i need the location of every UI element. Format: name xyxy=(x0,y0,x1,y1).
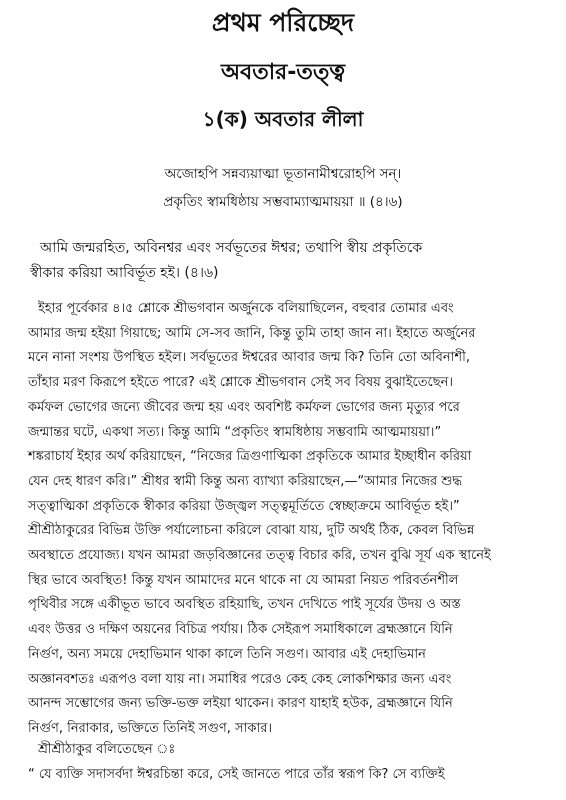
commentary-line: নির্গুণ, অন্য সময়ে দেহাভিমান থাকা কালে তিনি সগুণ। আবার এই দেহাভিমান xyxy=(28,646,426,662)
chapter-title: প্রথম পরিচ্ছেদ xyxy=(211,8,355,37)
translation-line: স্বীকার করিয়া আবির্ভূত হই। (৪।৬) xyxy=(30,265,219,281)
commentary-line: কর্মফল ভোগের জন্যে জীবের জন্ম হয় এবং অবশিষ্ট কর্মফল ভোগের জন্য মৃত্যুর পরে xyxy=(28,399,460,415)
commentary-line: যেন দেহ ধারণ করি।” শ্রীধর স্বামী কিন্তু অন্য ব্যাখ্যা করিয়াছেন,—“আমার নিজের শুদ্ধ xyxy=(28,473,462,489)
verse-translation xyxy=(30,236,546,286)
verse-line: অজোহপি সন্নব্যয়াত্মা ভূতানামীশ্বরোহপি সন্। xyxy=(164,166,402,182)
commentary-line: আনন্দ সম্ভোগের জন্য ভক্তি-ভক্ত লইয়া থাকেন। কারণ যাহাই হউক, ব্রহ্মজ্ঞানে যিনি xyxy=(28,696,453,712)
commentary-line: শ্রীশ্রীঠাকুরের বিভিন্ন উক্তি পর্যালোচনা করিলে বোঝা যায়, দুটি অর্থই ঠিক, কেবল বিভিন্ন xyxy=(28,523,475,539)
translation-line: আমি জন্মরহিত, অবিনশ্বর এবং সর্বভূতের ঈশ্বর; তথাপি স্বীয় প্রকৃতিকে xyxy=(40,240,423,256)
commentary-line: এবং উত্তর ও দক্ষিণ অয়নের বিচিত্র পর্যায়। ঠিক সেইরূপ সমাধিকালে ব্রহ্মজ্ঞানে যিনি xyxy=(28,622,453,638)
commentary-line: স্থির ভাবে অবস্থিত! কিন্তু যখন আমাদের মনে থাকে না যে আমরা নিয়ত পরিবর্তনশীল xyxy=(28,572,459,588)
commentary-line: আমার জন্ম হইয়া গিয়াছে; আমি সে-সব জানি, কিন্তু তুমি তাহা জান না। ইহাতে অর্জুনের xyxy=(28,325,476,341)
commentary-line: শঙ্করাচার্য ইহার অর্থ করিয়াছেন, “নিজের ত্রিগুণাত্মিকা প্রকৃতিকে আমার ইচ্ছাধীন করিয়া xyxy=(28,449,472,465)
verse-line: প্রকৃতিং স্বামধিষ্ঠায় সম্ভবাম্যাত্মমায়য়া ॥ (৪।৬) xyxy=(163,194,403,210)
commentary-line: জন্মান্তর ঘটে, একথা সত্য। কিন্তু আমি “প্রকৃতিং স্বামধিষ্ঠায় সম্ভবামি আত্মমায়য়া।” xyxy=(28,424,442,440)
commentary-line: মনে নানা সংশয় উপস্থিত হইল। সর্বভূতের ঈশ্বরের আবার জন্ম কি? তিনি তো অবিনাশী, xyxy=(28,350,470,366)
commentary-line: অজ্ঞানবশতঃ এরূপও বলা যায় না। সমাধির পরেও কেহ কেহ লোকশিক্ষার জন্য এবং xyxy=(28,671,452,687)
section-title: অবতার-তত্ত্ব xyxy=(220,60,346,85)
commentary-line: নির্গুণ, নিরাকার, ভক্তিতে তিনিই সগুণ, সাকার। xyxy=(28,720,273,736)
commentary-line: অবস্থাতে প্রযোজ্য। যখন আমরা জড়বিজ্ঞানের তত্ত্ব বিচার করি, তখন বুঝি সূর্য এক স্থানেই xyxy=(28,548,491,564)
quote-line: “ যে ব্যক্তি সদাসর্বদা ঈশ্বরচিন্তা করে, সেই জানতে পারে তাঁর স্বরূপ কি? সে ব্যক্তিই xyxy=(28,767,445,782)
thakur-says-label: শ্রীশ্রীঠাকুর বলিতেছেন ঃ xyxy=(38,742,176,757)
subsection-title: ১(ক) অবতার লীলা xyxy=(202,107,364,131)
commentary-line: পৃথিবীর সঙ্গে একীভূত ভাবে অবস্থিত রহিয়াছি, তখন দেখিতে পাই সূর্যের উদয় ও অস্ত xyxy=(28,597,461,613)
commentary-line: তাঁহার মরণ কিরূপে হইতে পারে? এই শ্লোকে শ্রীভগবান সেই সব বিষয় বুঝাইতেছেন। xyxy=(28,375,454,391)
commentary-line: সত্ত্বাত্মিকা প্রকৃতিকে স্বীকার করিয়া উজ্জ্বল সত্ত্বমূর্তিতে স্বেচ্ছাক্রমে আবির্ভূত হই।” xyxy=(28,498,460,514)
sanskrit-verse xyxy=(0,160,566,216)
commentary-paragraph xyxy=(28,297,550,742)
commentary-line: ইহার পূর্বেকার ৪।৫ শ্লোকে শ্রীভগবান অর্জুনকে বলিয়াছিলেন, বহুবার তোমার এবং xyxy=(38,301,454,316)
